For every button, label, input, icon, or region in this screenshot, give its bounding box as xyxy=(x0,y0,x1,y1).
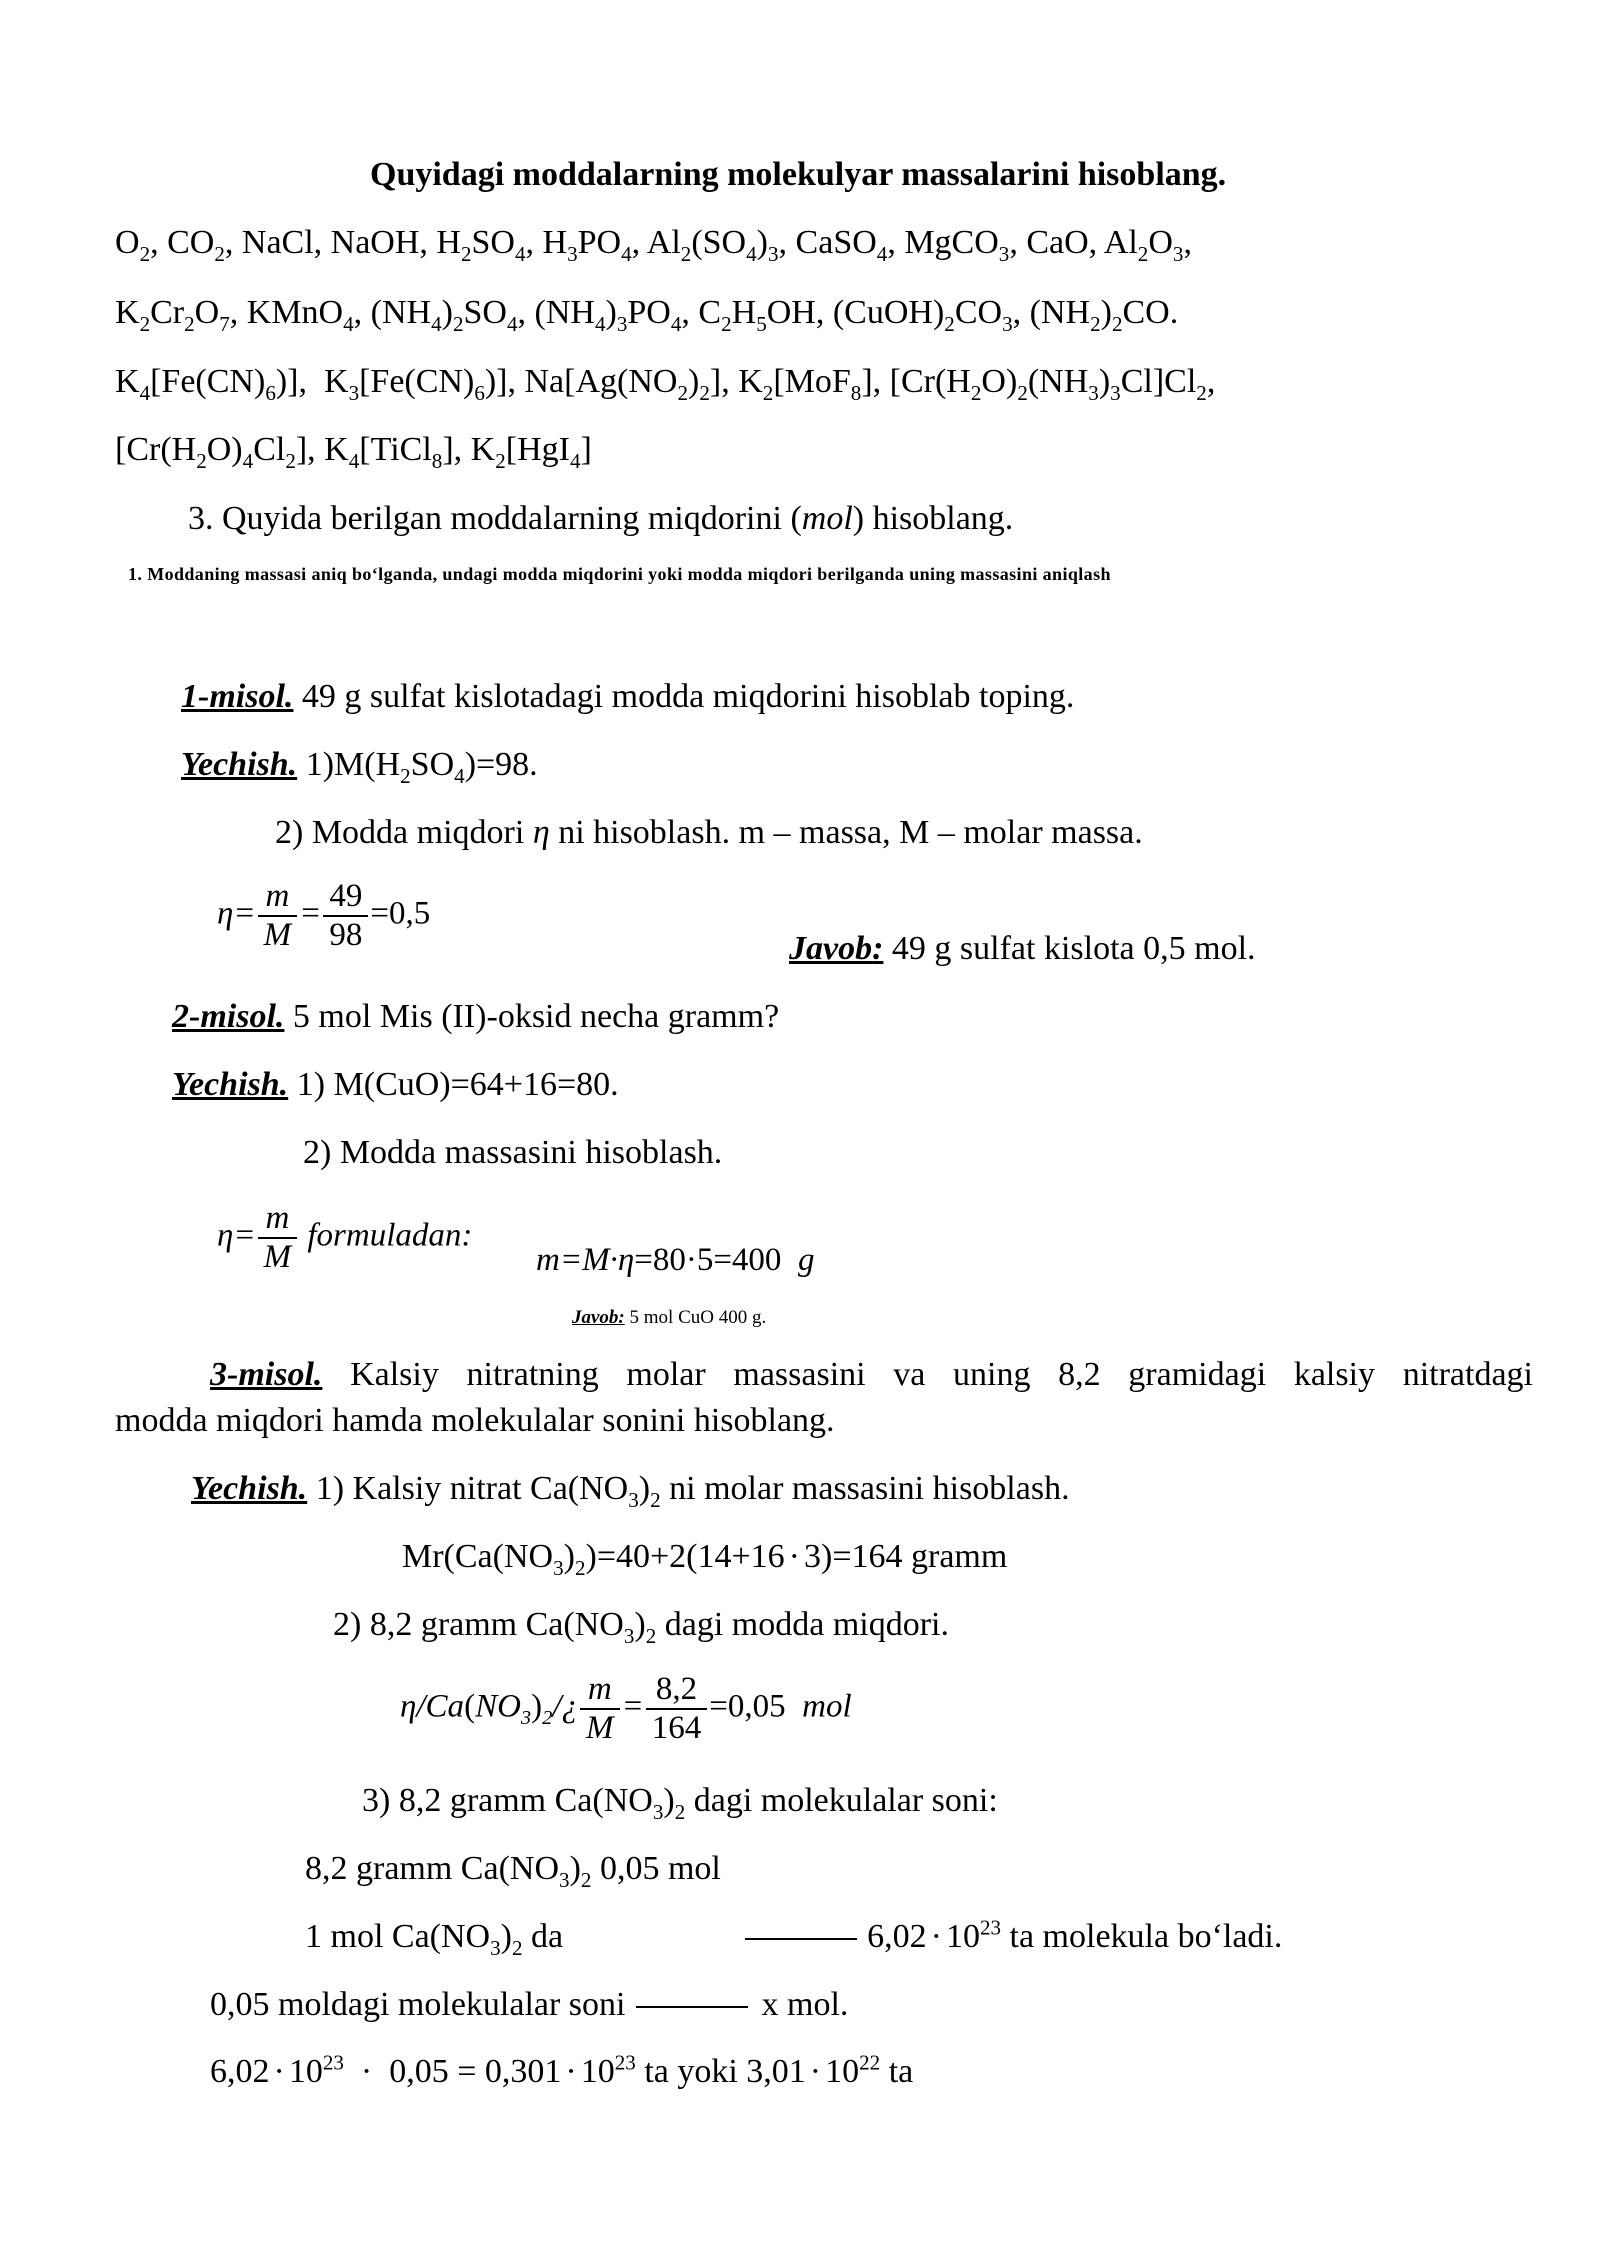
example-3-solution: Yechish. 1) Kalsiy nitrat $Ca(NO_3)_2$ ni molar massasini hisoblash. xyxy=(191,1470,1070,1512)
example-1-step-2: 2) Modda miqdori η ni hisoblash. m – massa, M – molar massa. xyxy=(275,814,1143,851)
solution-label: Yechish. xyxy=(191,1470,308,1507)
example-1-label: 1-misol. xyxy=(181,678,294,715)
molar-mass-calculation: $Mr(Ca(NO_3)_2)=40+2(14+16 \cdot 3)=164$ gramm xyxy=(402,1538,1008,1580)
example-2-solution xyxy=(172,1068,619,1102)
example-1-answer xyxy=(789,932,1256,966)
example-1-formula: η= $\frac{m}{M}$ = $\frac{49}{98}$ =0,5 xyxy=(217,878,431,953)
formula-list-line-3: $K_4[Fe(CN)_6)$], $K_3[Fe(CN)_6)$], $Na[Ag(NO_2)_2]$, $K_2[MoF_8]$, $[Cr(H_2O)_2(NH_3)_3Cl]Cl_2$, xyxy=(115,363,1216,405)
answer-text: 49 g sulfat kislota 0,5 mol. xyxy=(883,930,1256,967)
example-2-formula: η= $\frac{m}{M}$ formuladan: xyxy=(217,1200,473,1275)
example-2-label: 2-misol. xyxy=(172,998,285,1035)
formula-list-line-1: $O_2$, $CO_2$, NaCl, NaOH, $H_2SO_4$, $H_3PO_4$, $Al_2(SO_4)_3$, CaSO$_4$, MgCO$_3$, CaO, $Al_2O_3$, xyxy=(115,224,1192,266)
example-2-answer xyxy=(572,1308,766,1327)
proportion-line-1: 8,2 gramm $Ca(NO_3)_2$ 0,05 mol xyxy=(305,1850,721,1892)
example-2 xyxy=(172,1000,779,1034)
example-2-text: 5 mol Mis (II)-oksid necha gramm? xyxy=(284,998,780,1035)
answer-text: 5 mol CuO 400 g. xyxy=(624,1307,767,1328)
formula-word: formuladan xyxy=(307,1217,462,1254)
solution-label: Yechish. xyxy=(172,1066,289,1103)
proportion-line-2: 1 mol $Ca(NO_3)_2$ da $6,02 \cdot 10^{23}$ ta molekula bo‘ladi. xyxy=(305,1915,1283,1960)
example-2-calculation: m=M·η=80·5=400 g xyxy=(536,1242,815,1278)
page-title: Quyidagi moddalarning molekulyar massalarini hisoblang. xyxy=(370,156,1227,193)
example-3-step-2: 2) 8,2 gramm $Ca(NO_3)_2$ dagi modda miqdori. xyxy=(333,1606,949,1648)
example-3-text: Kalsiy nitratning molar massasini va uning 8,2 gramidagi kalsiy nitratdagi xyxy=(350,1356,1533,1393)
answer-label: Javob: xyxy=(789,930,884,967)
proportion-line-3: 0,05 moldagi molekulalar soni x mol. xyxy=(210,1986,849,2023)
example-2-step-1: 1) M(CuO)=64+16=80. xyxy=(288,1066,619,1103)
formula-list-line-2: $K_2Cr_2O_7$, KMnO$_4$, $(NH_4)_2SO_4$, $(NH_4)_3PO_4$, $C_2H_5OH$, $(CuOH)_2CO_3$, $(NH_2)_2CO$. xyxy=(115,294,1179,336)
solution-label: Yechish. xyxy=(181,746,298,783)
task-3: 3. Quyida berilgan moddalarning miqdorini (mol) hisoblang. xyxy=(188,500,1014,537)
x-mol: x mol. xyxy=(761,1986,849,2023)
formula-list-line-4: $[Cr(H_2O)_4Cl_2]$, $K_4[TiCl_8]$, $K_2[HgI_4]$ xyxy=(115,431,592,473)
example-2-step-2: 2) Modda massasini hisoblash. xyxy=(303,1134,723,1171)
example-3-line-2: modda miqdori hamda molekulalar sonini hisoblang. xyxy=(115,1402,835,1439)
example-3-label: 3-misol. xyxy=(210,1356,323,1393)
answer-label: Javob: xyxy=(572,1307,625,1328)
example-3-formula: $\eta/Ca(NO_3)_2/¿$ $\frac{m}{M}$ = $\frac{8,2}{164}$ =0,05 mol xyxy=(400,1671,852,1746)
final-result: $6,02 \cdot 10^{23} \cdot 0,05 = 0,301 \cdot 10^{23}$ ta yoki $3,01 \cdot 10^{22}$ ta xyxy=(210,2050,914,2090)
example-3-line-1 xyxy=(115,1358,1533,1392)
section-heading: 1. Moddaning massasi aniq bo‘lganda, undagi modda miqdorini yoki modda miqdori berilganda uning massasini aniqlash xyxy=(128,564,1111,584)
example-1 xyxy=(181,680,1074,714)
example-1-text: 49 g sulfat kislotadagi modda miqdorini hisoblab toping. xyxy=(293,678,1075,715)
example-1-solution: Yechish. $1)M(H_2SO_4)=98$. xyxy=(181,746,538,788)
example-3-step-3: 3) 8,2 gramm $Ca(NO_3)_2$ dagi molekulalar soni: xyxy=(362,1782,998,1824)
